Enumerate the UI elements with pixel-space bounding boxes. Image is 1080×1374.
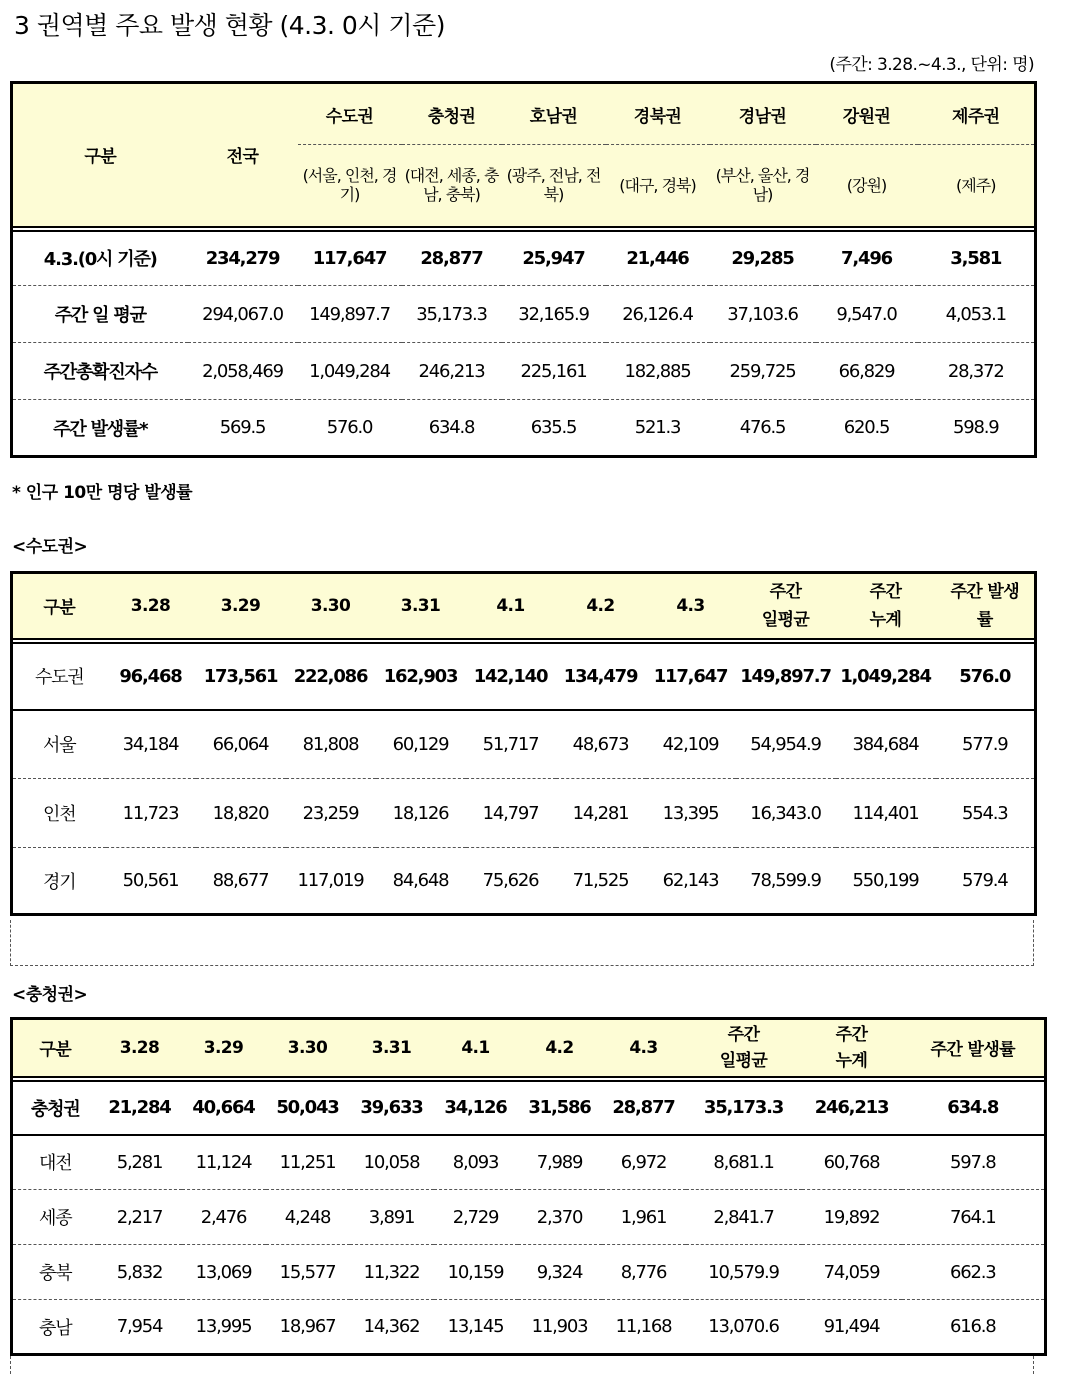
table-row (12, 710, 1036, 779)
cell: 634.8 (428, 417, 475, 438)
cell: 2,476 (182, 1190, 266, 1245)
cell: 16,343.0 (736, 779, 836, 848)
cell: 662.3 (902, 1245, 1046, 1300)
table-row (12, 643, 1036, 710)
row-label: 경기 (43, 871, 76, 893)
cell: 21,446 (606, 231, 710, 286)
cell: 576.0 (936, 643, 1036, 710)
cell: 5,281 (98, 1135, 182, 1190)
table-row (12, 286, 1036, 343)
header-cell: 3.29 (182, 1019, 266, 1077)
national-summary-table (10, 81, 1037, 458)
cell: 66,829 (816, 343, 918, 400)
cell: 74,059 (802, 1245, 902, 1300)
cell: 2,217 (98, 1190, 182, 1245)
cell: 91,494 (823, 1316, 880, 1337)
cell: 9,324 (518, 1245, 602, 1300)
cell: 114,401 (836, 779, 936, 848)
capital-region-table (10, 571, 1037, 916)
header-cell: 4.1 (466, 573, 556, 639)
cell: 476.5 (739, 417, 786, 438)
header-cell: 4.1 (434, 1019, 518, 1077)
cell: 18,126 (376, 779, 466, 848)
header-region: 경북권 (606, 83, 710, 145)
header-region: 수도권 (298, 83, 402, 145)
table-row (12, 779, 1036, 848)
header-region: 제주권 (918, 83, 1036, 145)
cell: 18,967 (279, 1316, 336, 1337)
cell: 225,161 (502, 343, 606, 400)
cell: 3,581 (918, 231, 1036, 286)
header-cell: 주간 누계 (836, 573, 936, 639)
cell: 11,168 (615, 1316, 672, 1337)
cell: 34,126 (434, 1081, 518, 1135)
cell: 78,599.9 (750, 870, 821, 891)
cell: 521.3 (634, 417, 681, 438)
cell: 620.5 (843, 417, 890, 438)
cell: 2,841.7 (686, 1190, 802, 1245)
cell: 8,681.1 (686, 1135, 802, 1190)
header-cell: 주간 누계 (802, 1019, 902, 1077)
cell: 222,086 (286, 643, 376, 710)
cell: 35,173.3 (402, 286, 502, 343)
cell: 579.4 (961, 870, 1008, 891)
cell: 51,717 (466, 710, 556, 779)
cell: 11,251 (266, 1135, 350, 1190)
continuation-line (1033, 1356, 1034, 1374)
header-region: 경남권 (710, 83, 816, 145)
cell: 50,043 (266, 1081, 350, 1135)
cell: 10,058 (350, 1135, 434, 1190)
cell: 294,067.0 (188, 286, 298, 343)
cell: 246,213 (402, 343, 502, 400)
cell: 635.5 (530, 417, 577, 438)
cell: 259,725 (710, 343, 816, 400)
header-category: 구분 (12, 83, 188, 227)
cell: 550,199 (852, 870, 919, 891)
cell: 40,664 (182, 1081, 266, 1135)
cell: 42,109 (646, 710, 736, 779)
cell: 13,145 (447, 1316, 504, 1337)
cell: 173,561 (196, 643, 286, 710)
cell: 597.8 (902, 1135, 1046, 1190)
header-cell: 주간 일평균 (736, 573, 836, 639)
header-subregion: (부산, 울산, 경남) (710, 145, 816, 227)
table-row (12, 400, 1036, 457)
cell: 246,213 (802, 1081, 902, 1135)
cell: 13,070.6 (708, 1316, 779, 1337)
table-row (12, 231, 1036, 286)
page-title: 3 권역별 주요 발생 현황 (4.3. 0시 기준) (14, 11, 445, 40)
cell: 11,322 (350, 1245, 434, 1300)
cell: 134,479 (556, 643, 646, 710)
header-cell: 4.3 (602, 1019, 686, 1077)
cell: 554.3 (936, 779, 1036, 848)
header-cell: 주간 발생 률 (936, 573, 1036, 639)
header-cell: 3.31 (376, 573, 466, 639)
header-cell: 3.30 (286, 573, 376, 639)
cell: 11,124 (182, 1135, 266, 1190)
cell: 23,259 (286, 779, 376, 848)
unit-note: (주간: 3.28.~4.3., 단위: 명) (829, 55, 1034, 75)
header-subregion: (서울, 인천, 경기) (298, 145, 402, 227)
cell: 60,768 (802, 1135, 902, 1190)
cell: 598.9 (952, 417, 999, 438)
cell: 75,626 (482, 870, 539, 891)
cell: 4,053.1 (918, 286, 1036, 343)
cell: 32,165.9 (502, 286, 606, 343)
section-label-chungcheong: <충청권> (12, 985, 88, 1005)
cell: 14,797 (466, 779, 556, 848)
cell: 3,891 (350, 1190, 434, 1245)
cell: 384,684 (836, 710, 936, 779)
cell: 35,173.3 (686, 1081, 802, 1135)
cell: 10,579.9 (686, 1245, 802, 1300)
header-region: 충청권 (402, 83, 502, 145)
cell: 577.9 (936, 710, 1036, 779)
header-subregion: (제주) (918, 145, 1036, 227)
footnote: * 인구 10만 명당 발생률 (12, 483, 193, 503)
section-label-capital: <수도권> (12, 537, 88, 557)
row-label: 주간 발생률* (53, 418, 148, 440)
cell: 7,954 (116, 1316, 163, 1337)
cell: 13,069 (182, 1245, 266, 1300)
cell: 96,468 (106, 643, 196, 710)
row-label: 4.3.(0시 기준) (12, 231, 188, 286)
table-row (12, 1081, 1046, 1135)
header-subregion: (강원) (816, 145, 918, 227)
table-row (12, 343, 1036, 400)
cell: 6,972 (602, 1135, 686, 1190)
header-cell: 4.3 (646, 573, 736, 639)
cell: 182,885 (606, 343, 710, 400)
header-region: 강원권 (816, 83, 918, 145)
row-label: 수도권 (12, 643, 106, 710)
row-label: 주간총확진자수 (12, 343, 188, 400)
cell: 117,019 (297, 870, 364, 891)
header-cell: 주간 일평균 (686, 1019, 802, 1077)
cell: 234,279 (188, 231, 298, 286)
cell: 764.1 (902, 1190, 1046, 1245)
cell: 88,677 (212, 870, 269, 891)
header-cell: 3.31 (350, 1019, 434, 1077)
header-cell: 3.28 (106, 573, 196, 639)
cell: 31,586 (518, 1081, 602, 1135)
cell: 54,954.9 (736, 710, 836, 779)
cell: 2,370 (518, 1190, 602, 1245)
row-label: 서울 (12, 710, 106, 779)
cell: 1,961 (602, 1190, 686, 1245)
table-row (12, 1135, 1046, 1190)
cell: 25,947 (502, 231, 606, 286)
table-row (12, 1300, 1046, 1355)
cell: 13,995 (195, 1316, 252, 1337)
header-national: 전국 (188, 83, 298, 227)
row-label: 주간 일 평균 (12, 286, 188, 343)
cell: 66,064 (196, 710, 286, 779)
cell: 1,049,284 (298, 343, 402, 400)
cell: 84,648 (392, 870, 449, 891)
cell: 18,820 (196, 779, 286, 848)
cell: 28,877 (402, 231, 502, 286)
cell: 71,525 (572, 870, 629, 891)
cell: 7,496 (816, 231, 918, 286)
cell: 117,647 (646, 643, 736, 710)
cell: 13,395 (646, 779, 736, 848)
cell: 2,729 (434, 1190, 518, 1245)
spacer-box (10, 920, 1034, 966)
cell: 21,284 (98, 1081, 182, 1135)
cell: 634.8 (902, 1081, 1046, 1135)
cell: 4,248 (266, 1190, 350, 1245)
cell: 149,897.7 (736, 643, 836, 710)
cell: 14,281 (556, 779, 646, 848)
header-subregion: (대구, 경북) (606, 145, 710, 227)
cell: 15,577 (266, 1245, 350, 1300)
cell: 81,808 (286, 710, 376, 779)
cell: 9,547.0 (816, 286, 918, 343)
chungcheong-region-table (10, 1017, 1047, 1356)
cell: 7,989 (518, 1135, 602, 1190)
cell: 576.0 (326, 417, 373, 438)
cell: 5,832 (98, 1245, 182, 1300)
cell: 34,184 (106, 710, 196, 779)
cell: 60,129 (376, 710, 466, 779)
cell: 162,903 (376, 643, 466, 710)
cell: 2,058,469 (188, 343, 298, 400)
cell: 28,372 (918, 343, 1036, 400)
cell: 62,143 (662, 870, 719, 891)
cell: 616.8 (949, 1316, 996, 1337)
cell: 28,877 (602, 1081, 686, 1135)
cell: 117,647 (298, 231, 402, 286)
cell: 48,673 (556, 710, 646, 779)
header-cell: 4.2 (556, 573, 646, 639)
cell: 50,561 (122, 870, 179, 891)
cell: 11,723 (106, 779, 196, 848)
header-cell: 4.2 (518, 1019, 602, 1077)
row-label: 충청권 (12, 1081, 98, 1135)
row-label: 충북 (12, 1245, 98, 1300)
table-row (12, 1245, 1046, 1300)
header-cell: 구분 (12, 573, 106, 639)
cell: 29,285 (710, 231, 816, 286)
cell: 37,103.6 (710, 286, 816, 343)
table-row (12, 1190, 1046, 1245)
cell: 8,776 (602, 1245, 686, 1300)
header-cell: 3.29 (196, 573, 286, 639)
cell: 149,897.7 (298, 286, 402, 343)
cell: 14,362 (363, 1316, 420, 1337)
cell: 19,892 (802, 1190, 902, 1245)
cell: 11,903 (531, 1316, 588, 1337)
cell: 26,126.4 (606, 286, 710, 343)
row-label: 충남 (39, 1317, 72, 1339)
cell: 39,633 (350, 1081, 434, 1135)
table-row (12, 848, 1036, 915)
header-region: 호남권 (502, 83, 606, 145)
continuation-line (10, 1356, 11, 1374)
header-subregion: (대전, 세종, 충남, 충북) (402, 145, 502, 227)
header-cell: 3.28 (98, 1019, 182, 1077)
cell: 142,140 (466, 643, 556, 710)
header-cell: 주간 발생률 (902, 1019, 1046, 1077)
row-label: 대전 (12, 1135, 98, 1190)
cell: 569.5 (219, 417, 266, 438)
header-cell: 3.30 (266, 1019, 350, 1077)
cell: 8,093 (434, 1135, 518, 1190)
header-subregion: (광주, 전남, 전북) (502, 145, 606, 227)
cell: 1,049,284 (836, 643, 936, 710)
row-label: 세종 (12, 1190, 98, 1245)
row-label: 인천 (12, 779, 106, 848)
header-cell: 구분 (12, 1019, 98, 1077)
cell: 10,159 (434, 1245, 518, 1300)
